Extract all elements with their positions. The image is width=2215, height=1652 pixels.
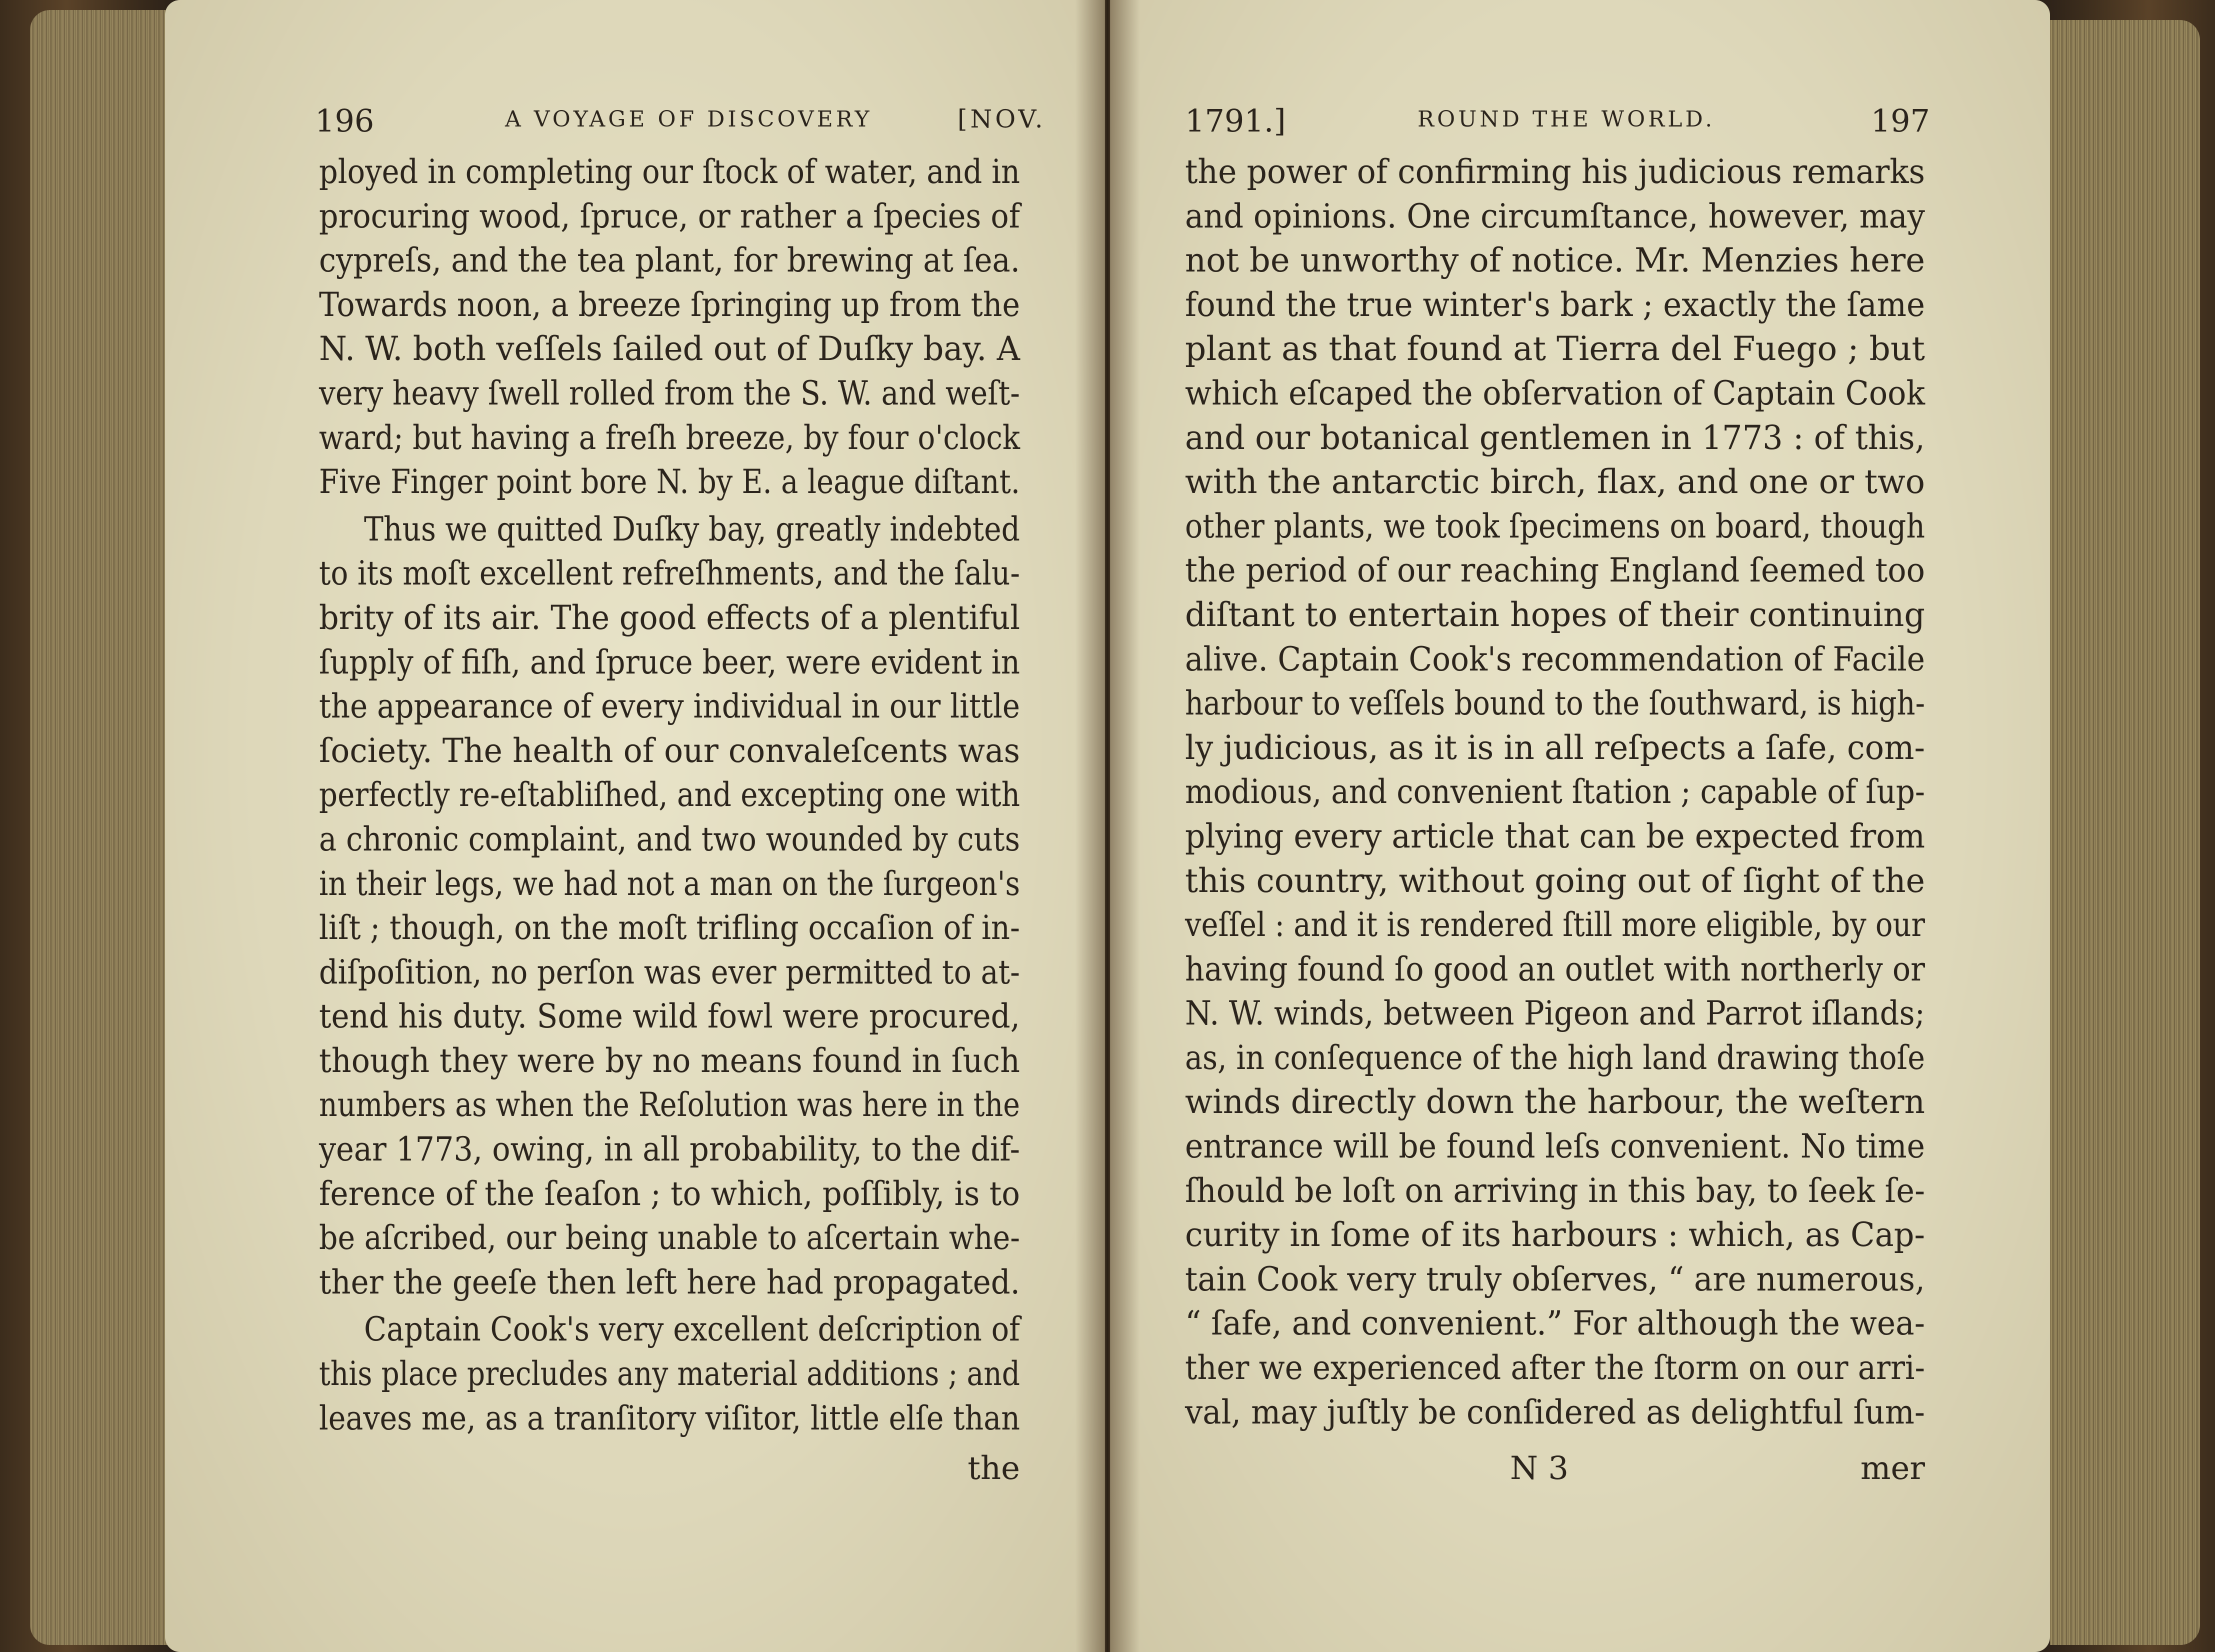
left-month: [NOV.	[958, 104, 1046, 134]
text-line: with the antarctic birch, flax, and one or two	[1185, 462, 1925, 502]
text-line: year 1773, owing, in all probability, to the dif-	[319, 1130, 1020, 1169]
text-line: other plants, we took ſpecimens on board, though	[1185, 506, 1925, 546]
text-line: very heavy ſwell rolled from the S. W. and weſt-	[319, 374, 1020, 412]
text-line: diſpoſition, no perſon was ever permitted to at-	[319, 952, 1020, 992]
text-line: procuring wood, ſpruce, or rather a ſpecies of	[319, 196, 1020, 236]
text-line: to its moſt excellent refreſhments, and the ſalu-	[319, 554, 1020, 593]
text-line: a chronic complaint, and two wounded by cuts	[319, 820, 1020, 858]
right-catchword: mer	[1860, 1450, 1925, 1487]
text-line: and opinions. One circumſtance, however, may	[1185, 196, 1925, 236]
text-line: N. W. both veſſels ſailed out of Duſky bay. A	[319, 330, 1020, 368]
text-line: “ ſafe, and convenient.” For although the wea-	[1185, 1304, 1925, 1343]
text-line: ployed in completing our ſtock of water, and in	[319, 152, 1020, 191]
text-line: though they were by no means found in ſuch	[319, 1041, 1020, 1080]
text-line: alive. Captain Cook's recommendation of Facile	[1185, 640, 1925, 678]
text-line: this place precludes any material additions ; and	[319, 1354, 1020, 1394]
text-line: as, in conſequence of the high land drawing thoſe	[1185, 1038, 1925, 1077]
text-line: brity of its air. The good effects of a plentiful	[319, 598, 1020, 637]
text-line: be aſcribed, our being unable to aſcertain whe-	[319, 1218, 1020, 1258]
text-line: this country, without going out of ſight of the	[1185, 861, 1925, 900]
text-line: N. W. winds, between Pigeon and Parrot iſlands;	[1185, 994, 1925, 1033]
right-page-edges	[2050, 20, 2200, 1645]
text-line: diſtant to entertain hopes of their continuing	[1185, 595, 1925, 634]
text-line: the period of our reaching England ſeemed too	[1185, 551, 1925, 590]
right-page	[1110, 0, 2050, 1652]
text-line: ſupply of fiſh, and ſpruce beer, were evident in	[319, 642, 1020, 682]
text-line: entrance will be found leſs convenient. No time	[1185, 1127, 1925, 1166]
text-line: ſhould be loſt on arriving in this bay, to ſeek ſe-	[1185, 1171, 1925, 1210]
left-page-header	[315, 102, 1046, 148]
text-line: in their legs, we had not a man on the ſurgeon's	[319, 864, 1020, 903]
right-page-number: 197	[1870, 102, 1930, 139]
right-page-header	[1185, 102, 1930, 148]
text-line: ther we experienced after the ſtorm on our arri-	[1185, 1348, 1925, 1388]
text-line: Captain Cook's very excellent deſcription of	[364, 1310, 1020, 1349]
text-line: ther the geeſe then left here had propagated.	[319, 1262, 1020, 1302]
right-page-body	[1185, 150, 1925, 1434]
text-line: veſſel : and it is rendered ſtill more eligible, by our	[1185, 906, 1925, 944]
text-line: val, may juſtly be conſidered as delightful ſum-	[1185, 1392, 1925, 1432]
text-line: not be unworthy of notice. Mr. Menzies here	[1185, 241, 1925, 280]
text-line: leaves me, as a tranſitory viſitor, little elſe than	[319, 1398, 1020, 1438]
left-running-head: A VOYAGE OF DISCOVERY	[505, 106, 872, 132]
text-line: curity in ſome of its harbours : which, as Cap-	[1185, 1216, 1925, 1254]
text-line: numbers as when the Reſolution was here in the	[319, 1086, 1020, 1124]
left-page-footer	[315, 1450, 1020, 1495]
text-line: winds directly down the harbour, the weſtern	[1185, 1082, 1925, 1122]
text-line: liſt ; though, on the moſt trifling occaſion of in-	[319, 908, 1020, 948]
left-page-number: 196	[315, 102, 374, 139]
signature-mark: N 3	[1510, 1450, 1569, 1487]
text-line: ference of the ſeaſon ; to which, poſſibly, is to	[319, 1174, 1020, 1213]
text-line: having found ſo good an outlet with northerly or	[1185, 950, 1925, 988]
right-year: 1791.]	[1185, 102, 1286, 139]
text-line: ward; but having a freſh breeze, by four o'clock	[319, 418, 1020, 457]
left-catchword: the	[968, 1450, 1020, 1487]
right-page-footer	[1185, 1450, 1925, 1495]
text-line: perfectly re-eſtabliſhed, and excepting one with	[319, 776, 1020, 814]
left-page-body	[319, 150, 1020, 1440]
text-line: and our botanical gentlemen in 1773 : of this,	[1185, 418, 1925, 457]
text-line: plying every article that can be expected from	[1185, 816, 1925, 856]
text-line: Thus we quitted Duſky bay, greatly indebted	[364, 510, 1020, 548]
text-line: plant as that found at Tierra del Fuego ; but	[1185, 330, 1925, 368]
right-running-head: ROUND THE WORLD.	[1418, 106, 1716, 132]
book-gutter	[1075, 0, 1140, 1652]
left-page	[165, 0, 1105, 1652]
text-line: tain Cook very truly obſerves, “ are numerous,	[1185, 1260, 1925, 1298]
text-line: Five Finger point bore N. by E. a league diſtant.	[319, 462, 1020, 502]
text-line: ly judicious, as it is in all reſpects a ſafe, com-	[1185, 728, 1925, 767]
text-line: the appearance of every individual in our little	[319, 687, 1020, 726]
text-line: which eſcaped the obſervation of Captain Cook	[1185, 374, 1925, 412]
text-line: cypreſs, and the tea plant, for brewing at ſea.	[319, 241, 1020, 280]
text-line: the power of confirming his judicious remarks	[1185, 152, 1925, 191]
text-line: ſociety. The health of our convaleſcents was	[319, 731, 1020, 770]
text-line: found the true winter's bark ; exactly the ſame	[1185, 285, 1925, 324]
text-line: Towards noon, a breeze ſpringing up from the	[319, 285, 1020, 324]
text-line: modious, and convenient ſtation ; capable of ſup-	[1185, 772, 1925, 812]
text-line: tend his duty. Some wild fowl were procured,	[319, 997, 1020, 1036]
text-line: harbour to veſſels bound to the ſouthward, is high-	[1185, 684, 1925, 723]
